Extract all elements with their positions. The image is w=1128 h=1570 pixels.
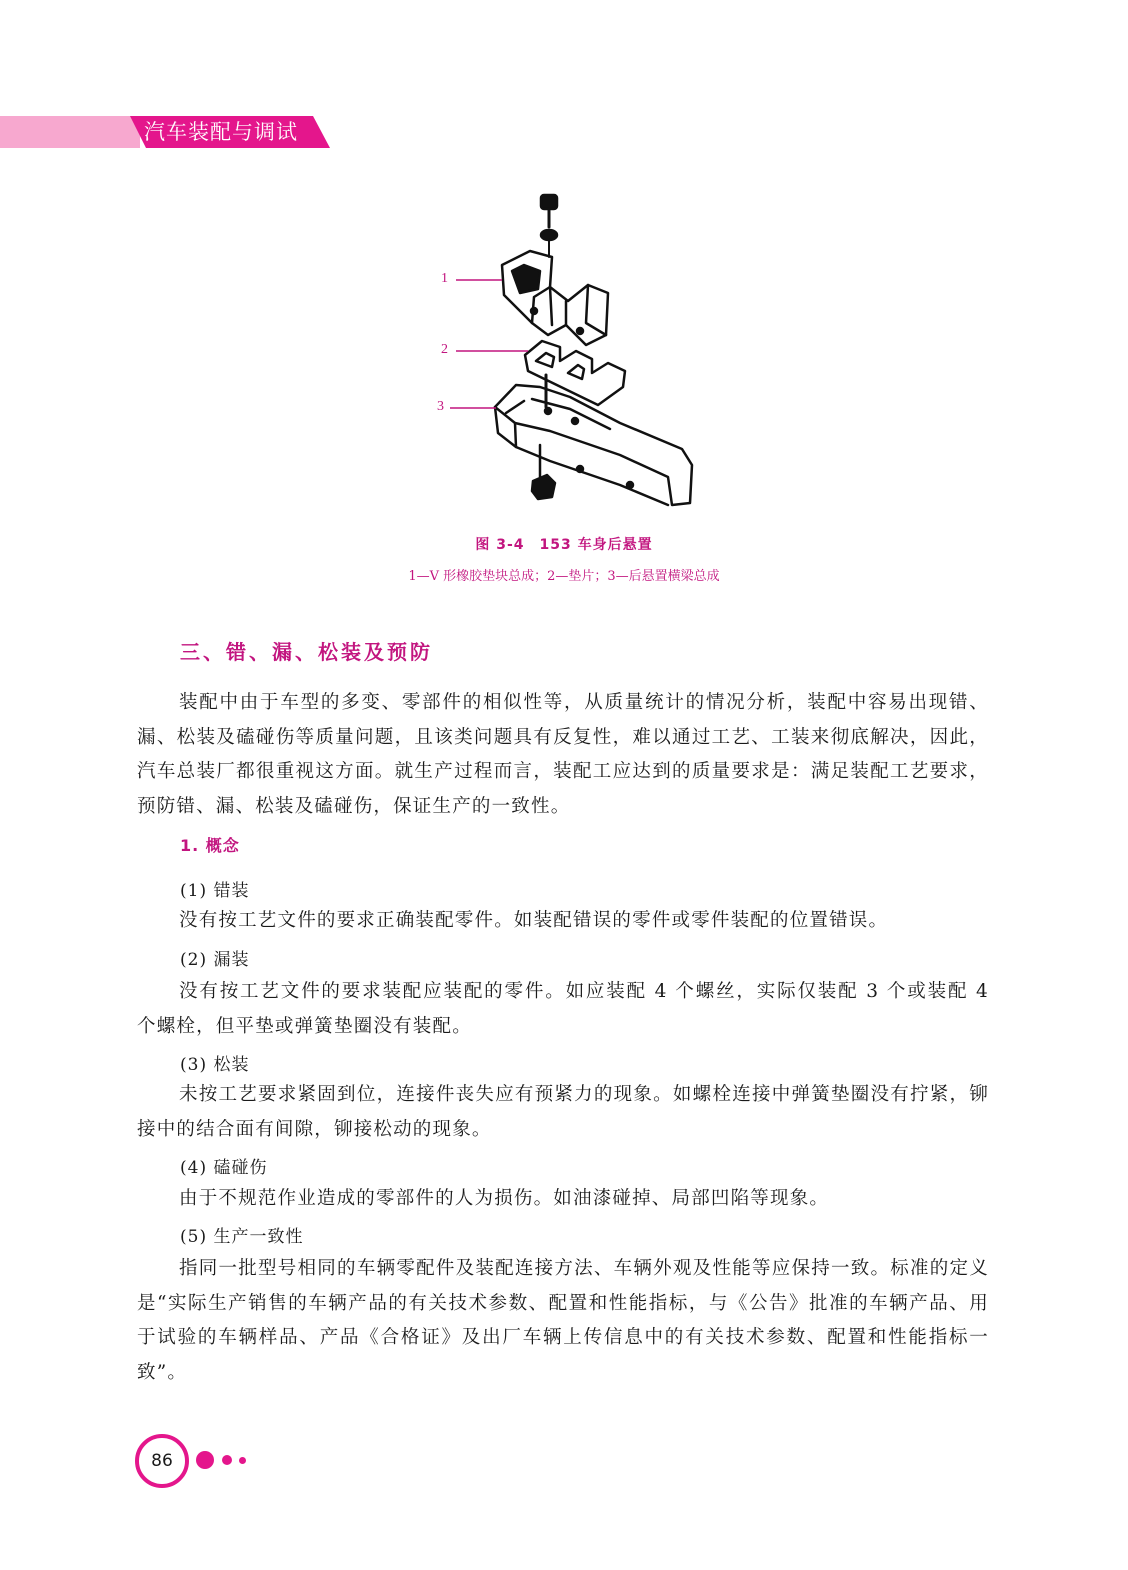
footer-dot-medium [222,1455,232,1465]
item-text-missing: 没有按工艺文件的要求装配应装配的零件。如应装配 4 个螺丝，实际仅装配 3 个或装配 4 个螺栓，但平垫或弹簧垫圈没有装配。 [137,981,989,1037]
item-title-missing: (2) 漏装 [180,950,250,970]
item-title-consistency: (5) 生产一致性 [180,1227,304,1247]
item-text-consistency: 指同一批型号相同的车辆零配件及装配连接方法、车辆外观及性能等应保持一致。标准的定义是“实际生产销售的车辆产品的有关技术参数、配置和性能指标，与《公告》批准的车辆产品、用于试验的车辆样品、产品《合格证》及出厂车辆上传信息中的有关技术参数、配置和性能指标一致”。 [137,1258,989,1383]
header-band-pale [0,116,140,148]
section-heading: 三、错、漏、松装及预防 [180,640,433,664]
figure-rear-mount [420,185,720,515]
item-title-loose: (3) 松装 [180,1055,250,1075]
item-text-misassembly: 没有按工艺文件的要求正确装配零件。如装配错误的零件或零件装配的位置错误。 [179,910,889,931]
rear-mount-illustration [420,185,720,515]
item-title-misassembly: (1) 错装 [180,881,250,901]
callout-1: 1 [441,271,448,286]
item-text-loose: 未按工艺要求紧固到位，连接件丧失应有预紧力的现象。如螺栓连接中弹簧垫圈没有拧紧，铆接中的结合面有间隙，铆接松动的现象。 [137,1084,989,1140]
callout-2: 2 [441,342,448,357]
item-text-damage: 由于不规范作业造成的零部件的人为损伤。如油漆碰掉、局部凹陷等现象。 [179,1188,830,1209]
intro-paragraph: 装配中由于车型的多变、零部件的相似性等，从质量统计的情况分析，装配中容易出现错、漏、松装及磕碰伤等质量问题，且该类问题具有反复性，难以通过工艺、工装来彻底解决，因此，汽车总装厂都很重视这方面。就生产过程而言，装配工应达到的质量要求是：满足装配工艺要求，预防错、漏、松装及磕碰伤，保证生产的一致性。 [137,692,989,817]
footer-dot-small [239,1457,246,1464]
concept-heading: 1. 概念 [180,836,240,855]
page-number: 86 [135,1434,189,1488]
figure-legend: 1—V 形橡胶垫块总成；2—垫片；3—后悬置横梁总成 [408,569,720,584]
figure-caption: 图 3-4 153 车身后悬置 [475,537,653,553]
footer-dot-large [196,1451,214,1469]
item-title-damage: (4) 磕碰伤 [180,1158,268,1178]
book-title: 汽车装配与调试 [144,120,298,144]
callout-3: 3 [437,399,444,414]
